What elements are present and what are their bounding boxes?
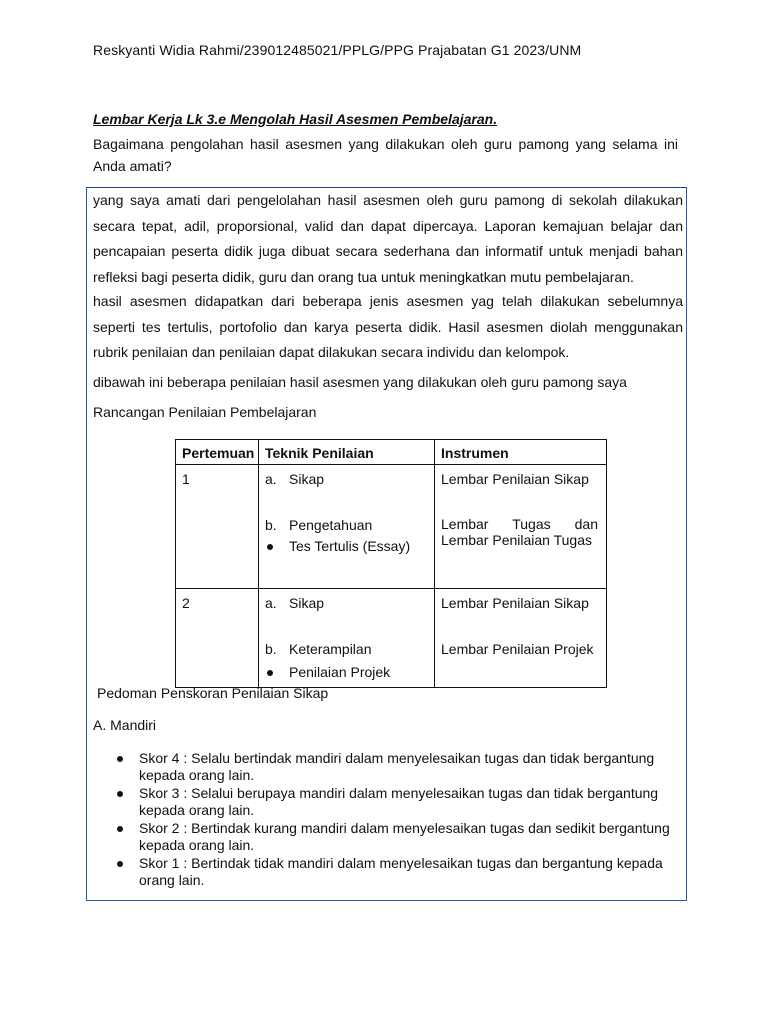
technique-item: Sikap xyxy=(289,595,325,611)
list-item xyxy=(117,750,685,784)
list-marker: b. xyxy=(265,517,277,533)
bullet-icon xyxy=(117,756,123,762)
worksheet-question: Bagaimana pengolahan hasil asesmen yang dilakukan oleh guru pamong yang selama ini Anda amati? xyxy=(93,136,678,174)
bullet-icon xyxy=(267,670,273,676)
instrument-cell xyxy=(435,465,607,589)
column-header: Pertemuan xyxy=(176,440,259,465)
answer-paragraph-3: dibawah ini beberapa penilaian hasil asesmen yang dilakukan oleh guru pamong saya xyxy=(93,374,627,390)
technique-subitem: Penilaian Projek xyxy=(289,664,391,680)
list-marker: b. xyxy=(265,641,277,657)
bullet-icon xyxy=(117,826,123,832)
page-header: Reskyanti Widia Rahmi/239012485021/PPLG/PPG Prajabatan G1 2023/UNM xyxy=(93,42,582,58)
technique-subitem: Tes Tertulis (Essay) xyxy=(289,538,411,554)
instrument-item: Lembar Tugas dan Lembar Penilaian Tugas xyxy=(441,516,598,548)
column-header: Teknik Penilaian xyxy=(259,440,435,465)
plan-title: Rancangan Penilaian Pembelajaran xyxy=(93,404,317,420)
bullet-icon xyxy=(117,861,123,867)
instrument-item: Lembar Penilaian Sikap xyxy=(441,595,589,611)
meeting-number: 1 xyxy=(182,471,190,487)
technique-item: Sikap xyxy=(289,471,325,487)
worksheet-title: Lembar Kerja Lk 3.e Mengolah Hasil Asesmen Pembelajaran. xyxy=(93,111,498,127)
table-row xyxy=(176,465,607,589)
table-row xyxy=(176,589,607,688)
score-text: Skor 4 : Selalu bertindak mandiri dalam menyelesaikan tugas dan tidak bergantung kepada orang lain. xyxy=(139,750,655,783)
score-text: Skor 2 : Bertindak kurang mandiri dalam menyelesaikan tugas dan sedikit bergantung kepada orang lain. xyxy=(139,820,670,853)
list-marker: a. xyxy=(265,471,277,487)
meeting-cell xyxy=(176,589,259,688)
instrument-cell xyxy=(435,589,607,688)
instrument-item: Lembar Penilaian Projek xyxy=(441,641,594,657)
section-heading: A. Mandiri xyxy=(93,717,157,733)
score-text: Skor 3 : Selalui berupaya mandiri dalam menyelesaikan tugas dan tidak bergantung kepada orang lain. xyxy=(139,785,659,818)
meeting-cell xyxy=(176,465,259,589)
technique-item: Pengetahuan xyxy=(289,517,373,533)
scoring-guide-title: Pedoman Penskoran Penilaian Sikap xyxy=(97,685,329,701)
technique-item: Keterampilan xyxy=(289,641,372,657)
bullet-icon xyxy=(267,544,273,550)
bullet-icon xyxy=(117,791,123,797)
instrument-item: Lembar Penilaian Sikap xyxy=(441,471,589,487)
technique-cell xyxy=(259,465,435,589)
table-header-row xyxy=(176,440,607,465)
list-item xyxy=(117,785,685,819)
list-marker: a. xyxy=(265,595,277,611)
score-list xyxy=(117,750,685,890)
list-item xyxy=(117,855,685,889)
technique-cell xyxy=(259,589,435,688)
meeting-number: 2 xyxy=(182,595,190,611)
answer-paragraph-2: hasil asesmen didapatkan dari beberapa jenis asesmen yag telah dilakukan sebelumnya seperti tes tertulis, portofolio dan karya peserta didik. Hasil asesmen diolah menggunakan rubrik penilaian dan penilaian dapat dilakukan secara individu dan kelompok. xyxy=(93,293,683,360)
assessment-plan-table xyxy=(175,439,607,688)
column-header: Instrumen xyxy=(435,440,607,465)
score-text: Skor 1 : Bertindak tidak mandiri dalam menyelesaikan tugas dan bergantung kepada orang lain. xyxy=(139,855,663,888)
list-item xyxy=(117,820,685,854)
answer-paragraph-1: yang saya amati dari pengelolahan hasil asesmen oleh guru pamong di sekolah dilakukan secara tepat, adil, proporsional, valid dan dapat dipercaya. Laporan kemajuan belajar dan pencapaian peserta didik juga dibuat secara sederhana dan informatif untuk menjadi bahan refleksi bagi peserta didik, guru dan orang tua untuk meningkatkan mutu pembelajaran. xyxy=(93,192,683,285)
